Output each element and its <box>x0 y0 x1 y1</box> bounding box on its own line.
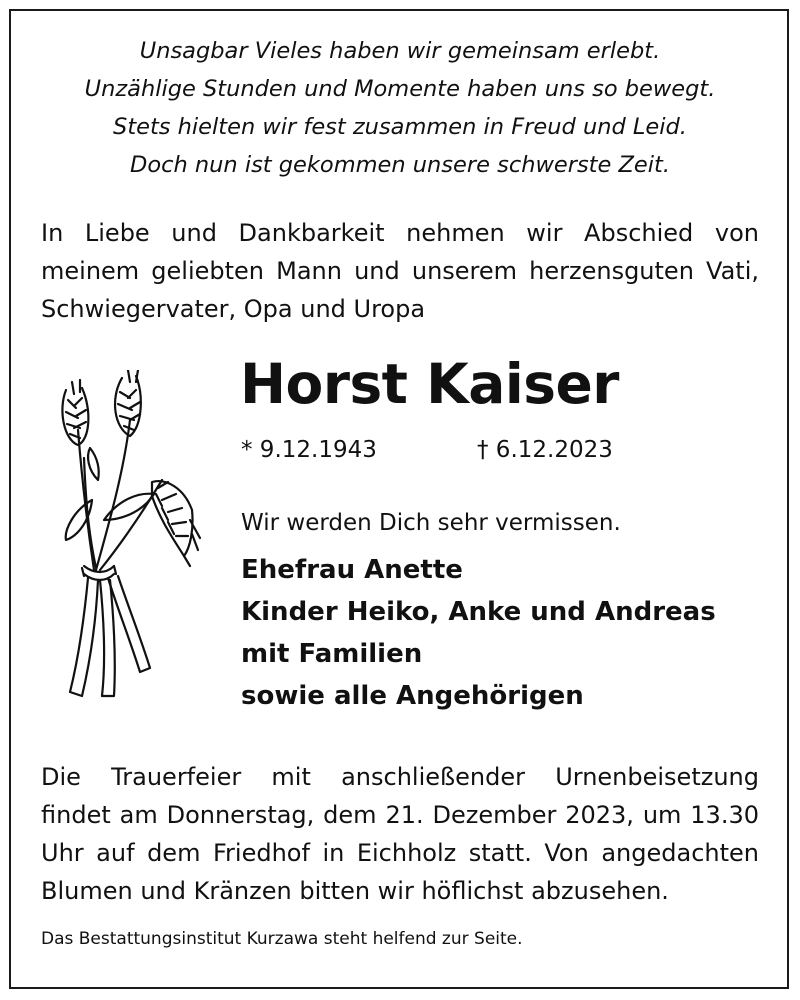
poem <box>30 32 770 184</box>
funeral-info <box>41 758 759 910</box>
mourner-line: Kinder Heiko, Anke und Andreas <box>241 597 716 627</box>
life-dates <box>241 437 613 463</box>
poem-line: Doch nun ist gekommen unsere schwerste Zeit. <box>130 152 670 178</box>
deceased-name: Horst Kaiser <box>240 352 619 416</box>
funeral-line: findet am Donnerstag, dem 21. Dezember 2023, um 13.30 <box>41 801 759 829</box>
funeral-line: Uhr auf dem Friedhof in Eichholz statt. Von angedachten <box>41 839 759 867</box>
mourner-line: mit Familien <box>241 639 423 669</box>
poem-line: Unsagbar Vieles haben wir gemeinsam erlebt. <box>139 38 661 64</box>
mourner-line: sowie alle Angehörigen <box>241 681 584 711</box>
birth-date: * 9.12.1943 <box>241 437 377 463</box>
poem-line: Unzählige Stunden und Momente haben uns so bewegt. <box>84 76 716 102</box>
mourners-list <box>241 549 716 717</box>
death-date: † 6.12.2023 <box>477 437 613 463</box>
wheat-bouquet-icon <box>44 370 204 700</box>
farewell-message: Wir werden Dich sehr vermissen. <box>241 510 621 536</box>
funeral-line: Die Trauerfeier mit anschließender Urnenbeisetzung <box>41 763 759 791</box>
mourner-line: Ehefrau Anette <box>241 555 463 585</box>
funeral-line: Blumen und Kränzen bitten wir höflichst abzusehen. <box>41 877 669 905</box>
poem-line: Stets hielten wir fest zusammen in Freud und Leid. <box>113 114 687 140</box>
intro-text: In Liebe und Dankbarkeit nehmen wir Abschied von meinem geliebten Mann und unserem herzensguten Vati, Schwiegervater, Opa und Uropa <box>41 219 759 323</box>
undertaker-note: Das Bestattungsinstitut Kurzawa steht helfend zur Seite. <box>41 929 523 949</box>
